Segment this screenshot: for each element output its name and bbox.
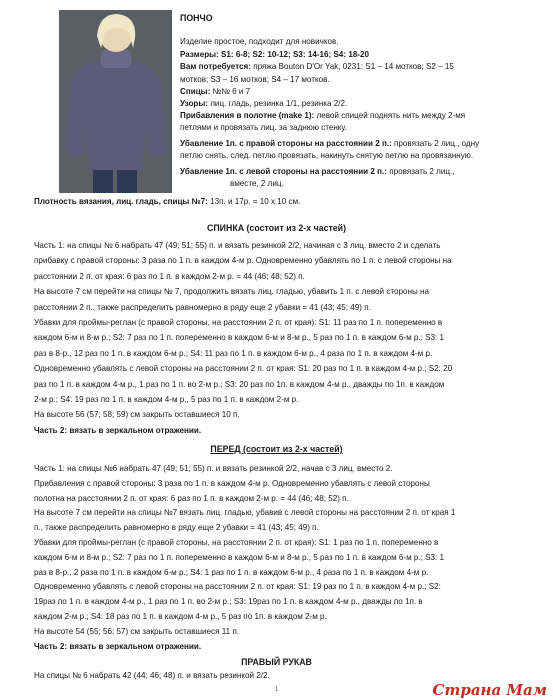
back-text-line: Часть 2: вязать в зеркальном отражении. bbox=[34, 425, 202, 435]
decrease-left-line bbox=[180, 166, 545, 178]
gauge-line bbox=[34, 196, 546, 208]
sleeve-section-title: ПРАВЫЙ РУКАВ bbox=[241, 657, 312, 667]
patterns-value: лиц. гладь, резинка 1/1, резинка 2/2. bbox=[210, 99, 348, 108]
back-text-line: расстоянии 2 п., также распределить равномерно в ряду еще 2 убавки = 41 (43; 45; 49) п. bbox=[34, 302, 371, 312]
yarn-line-2: мотков; S3 – 16 мотков; S4 – 17 мотков. bbox=[180, 75, 330, 84]
front-text-line: полотна на расстоянии 2 п. от края: 6 раз по 1 п. в каждом 2-м р. = 44 (46; 48; 52) п. bbox=[34, 493, 349, 503]
front-text-line: каждом 6-м и 8-м р.; S2: 7 раз по 1 п. попеременно в каждом 6-м и 8-м р., 5 раз по 1 п. в каждом 6-м р.; S3: 1 bbox=[34, 552, 445, 562]
model-photo bbox=[59, 10, 172, 193]
patterns-label: Узоры: bbox=[180, 99, 208, 108]
front-text-line: Прибавления с правой стороны: 3 раза по 1 п. в каждом 4-м р. Одновременно убавлять с левой стороны bbox=[34, 478, 430, 488]
sizes-label: Размеры: bbox=[180, 50, 219, 59]
back-section-title: СПИНКА (состоит из 2-х частей) bbox=[206, 223, 347, 233]
back-text-line: прибавку с правой стороны: 3 раза по 1 п. в каждом 4-м р. Одновременно убавлять по 1 п. с левой стороны на bbox=[34, 256, 452, 266]
gauge-label: Плотность вязания, лиц. гладь, спицы №7: bbox=[34, 197, 208, 206]
front-text-line: Часть 2: вязать в зеркальном отражении. bbox=[34, 641, 202, 651]
pattern-title: ПОНЧО bbox=[180, 13, 213, 23]
front-text-line: раз в 8-р., 2 раза по 1 п. в каждом 6-м р.; S4: 1 раз по 1 п. в каждом 6-м р., 4 раза по 1 п. в каждом 4-м р. bbox=[34, 567, 429, 577]
back-text-line: раз по 1 п. в каждом 4-м р., 1 раз по 1 п. во 2-м р.; S3: 20 раз по 1п. в каждом 4-м р., дважды по 1п. в каждом bbox=[34, 379, 445, 389]
sleeve-text: На спицы № 6 набрать 42 (44; 46; 48) п. и вязать резинкой 2/2. bbox=[34, 671, 270, 680]
increase-line bbox=[180, 110, 545, 122]
decrease-right-line-2: петлю снять, след. петлю провязать, накинуть снятую петлю на провязанную. bbox=[180, 151, 474, 160]
sizes-line bbox=[180, 49, 545, 61]
front-text-line: На высоте 54 (55; 56; 57) см закрыть оставшиеся 11 п. bbox=[34, 626, 239, 636]
increase-line-2: петлями и провязать лиц. за заднюю стенку. bbox=[180, 123, 347, 132]
decrease-left-label: Убавление 1п. с левой стороны на расстоянии 2 п.: bbox=[180, 167, 387, 176]
front-text-line: каждом 2-м р.; S4: 18 раз по 1 п. в каждом 4-м р., 5 раз по 1п. в каждом 2-м р. bbox=[34, 612, 327, 621]
page-number: 1 bbox=[274, 686, 279, 693]
yarn-line bbox=[180, 61, 545, 73]
front-text-line: п., также распределить равномерно в ряду еще 2 убавки = 41 (43; 45; 49) п. bbox=[34, 523, 319, 533]
needles-label: Спицы: bbox=[180, 87, 211, 96]
back-text-line: На высоте 7 см перейти на спицы № 7, продолжить вязать лиц. гладью, убавить 1 п. с левой стороны на bbox=[34, 287, 429, 297]
back-text-line: расстоянии 2 п. от края: 6 раз по 1 п. в каждом 2-м р. = 44 (46; 48; 52) п. bbox=[34, 271, 305, 281]
intro-text: Изделие простое, подходит для новичков. bbox=[180, 37, 339, 46]
front-text-line: Одновременно убавлять с левой стороны на расстоянии 2 п. от края: S1: 19 раз по 1 п. в каждом 4-м р.; S2: bbox=[34, 582, 441, 592]
yarn-value: пряжа Bouton D'Or Yak, 0231: S1 – 14 мотков; S2 – 15 bbox=[253, 62, 454, 71]
watermark-logo: Страна Мам bbox=[432, 680, 547, 699]
decrease-right-line bbox=[180, 138, 545, 150]
gauge-value: 13п. и 17р. = 10 х 10 см. bbox=[210, 197, 301, 206]
decrease-left-line-2: вместе, 2 лиц. bbox=[230, 179, 284, 188]
back-text-line: 2-м р.; S4: 19 раз по 1 п. в каждом 4-м р., 5 раз по 1 п. в каждом 2-м р. bbox=[34, 395, 299, 404]
back-text-line: Убавки для проймы-реглан (с правой стороны, на расстоянии 2 п. от края): S1: 11 раз по 1 п. попеременно в bbox=[34, 318, 443, 327]
needles-value: №№ 6 и 7 bbox=[212, 87, 251, 96]
increase-value: левой спицей поднять нить между 2-мя bbox=[316, 111, 466, 120]
yarn-label: Вам потребуется: bbox=[180, 62, 251, 71]
increase-label: Прибавления в полотне (make 1): bbox=[180, 111, 315, 120]
back-text-line: Одновременно убавлять с левой стороны на расстоянии 2 п. от края: S1: 20 раз по 1 п. в каждом 4-м р.; S2: 20 bbox=[34, 364, 453, 374]
needles-line bbox=[180, 86, 545, 98]
back-text-line: раз в 8-р., 12 раз по 1 п. в каждом 6-м р.; S4: 11 раз по 1 п. в каждом 6-м р., 4 раза по 1 п. в каждом 4-м р. bbox=[34, 348, 433, 358]
decrease-right-value: провязать 2 лиц., одну bbox=[394, 139, 480, 148]
patterns-line bbox=[180, 98, 545, 110]
front-text-line: Часть 1: на спицы №6 набрать 47 (49; 51; 55) п. и вязать резинкой 2/2, начав с 3 лиц. вместо 2. bbox=[34, 464, 393, 473]
back-text-line: каждом 6-м и 8-м р.; S2: 7 раз по 1 п. попеременно в каждом 6-м и 8-м р., 5 раз по 1 п. в каждом 6-м р.; S3: 1 bbox=[34, 333, 445, 343]
front-section-title: ПЕРЕД (состоит из 2-х частей) bbox=[210, 444, 343, 454]
front-text-line: 19раз по 1 п. в каждом 4-м р., 1 раз по 1 п. во 2-м р.; S3: 19раз по 1 п. в каждом 4-м р., дважды по 1п. в bbox=[34, 597, 423, 607]
front-text-line: Убавки для проймы-реглан (с правой стороны, на расстоянии 2 п. от края): S1: 1 раз по 1 п. попеременно в bbox=[34, 538, 439, 547]
decrease-left-value: провязать 2 лиц., bbox=[389, 167, 455, 176]
back-text-line: На высоте 56 (57; 58; 59) см закрыть оставшиеся 10 п. bbox=[34, 410, 240, 420]
back-text-line: Часть 1: на спицы № 6 набрать 47 (49; 51; 55) п. и вязать резинкой 2/2, начиная с 3 лиц. вместо 2 и сделать bbox=[34, 241, 441, 250]
decrease-right-label: Убавление 1п. с правой стороны на расстоянии 2 п.: bbox=[180, 139, 392, 148]
sizes-value: S1: 6-8; S2: 10-12; S3: 14-16; S4: 18-20 bbox=[221, 50, 370, 59]
front-text-line: На высоте 7 см перейти на спицы №7 вязать лиц. гладью, убавив с левой стороны на расстоянии 2 п. от края 1 bbox=[34, 508, 456, 518]
